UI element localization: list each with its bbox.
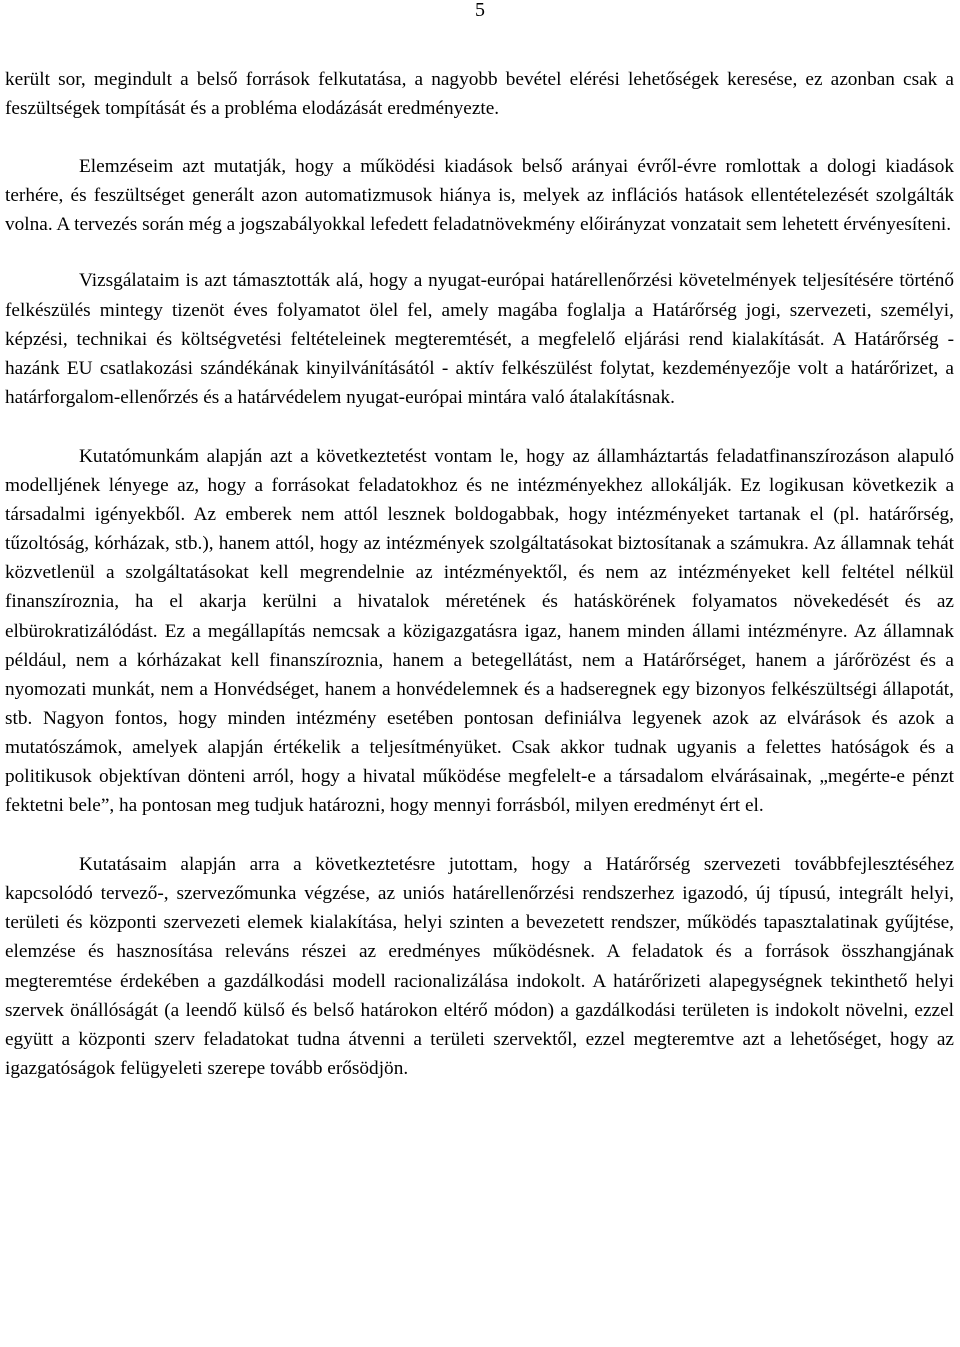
document-body <box>5 65 954 1083</box>
paragraph-research-conclusion: Kutatómunkám alapján azt a következtetést vontam le, hogy az államháztartás feladatfinanszírozáson alapuló modelljének lényege az, hogy a forrásokat feladatokhoz és ne intézményekhez allokálják. Ez logikusan következik a társadalmi igényekből. Az emberek nem attól lesznek boldogabbak, hogy intézményeket tartanak el (pl. határőrség, tűzoltóság, kórházak, stb.), hanem attól, hogy az intézmények szolgáltatásokat biztosítanak a számukra. Az államnak tehát közvetlenül a szolgáltatásokat kell megrendelnie az intézményektől, és nem az intézményeket kell feltétel nélkül finanszíroznia, ha el akarja kerülni a hivatalok méretének és hatáskörének folyamatos növekedését és az elbürokratizálódást. Ez a megállapítás nemcsak a közigazgatásra igaz, hanem minden állami intézményre. Az államnak például, nem a kórházakat kell finanszíroznia, hanem a betegellátást, nem a Határőrséget, hanem a járőrözést és a nyomozati munkát, nem a Honvédséget, hanem a honvédelemnek és a hadseregnek egy bizonyos felkészültségi állapotát, stb. Nagyon fontos, hogy minden intézmény esetében pontosan definiálva legyenek azok az elvárások és azok a mutatószámok, amelyek alapján értékelik a teljesítményüket. Csak akkor tudnak ugyanis a felettes hatóságok és a politikusok objektívan dönteni arról, hogy a hivatal működése megfelelt-e a társadalom elvárásainak, „megérte-e pénzt fektetni bele”, ha pontosan meg tudjuk határozni, hogy mennyi forrásból, milyen eredményt ért el. <box>5 445 954 817</box>
paragraph-final-conclusion: Kutatásaim alapján arra a következtetésre jutottam, hogy a Határőrség szervezeti továbbfejlesztéséhez kapcsolódó tervező-, szervezőmunka végzése, az uniós határellenőrzési rendszerhez igazodó, új típusú, integrált helyi, területi és központi szervezeti elemek kialakítása, helyi szinten a bevezetett rendszer, működés tapasztalatinak gyűjtése, elemzése és hasznosítása releváns részei az eredményes működésnek. A feladatok és a források összhangjának megteremtése érdekében a gazdálkodási modell racionalizálása indokolt. A határőrizeti alapegységnek tekinthető helyi szervek önállóságát (a leendő külső és belső határokon eltérő módon) a gazdálkodási területen is indokolt növelni, ezzel együtt a központi szerv feladatokat tudna átvenni a területi szervektől, ezzel megteremtve azt a lehetőséget, hogy az igazgatóságok felügyeleti szerepe tovább erősödjön. <box>5 854 954 1079</box>
paragraph-investigation: Vizsgálataim is azt támasztották alá, hogy a nyugat-európai határellenőrzési követelmények teljesítésére történő felkészülés mintegy tizenöt éves folyamatot ölel fel, amely magába foglalja a Határőrség jogi, szervezeti, személyi, képzési, technikai és költségvetési feltételeinek megteremtését, a megfelelő eljárási rend kialakítását. A Határőrség - hazánk EU csatlakozási szándékának kinyilvánításától - aktív felkészülést folytat, kezdeményezője volt a határőrizet, a határforgalom-ellenőrzés és a határvédelem nyugat-európai mintára való átalakításnak. <box>5 270 954 408</box>
paragraph-analysis: Elemzéseim azt mutatják, hogy a működési kiadások belső arányai évről-évre romlottak a dologi kiadások terhére, és feszültséget generált azon automatizmusok hiánya is, melyek az inflációs hatások ellentételezését szolgálták volna. A tervezés során még a jogszabályokkal lefedett feladatnövekmény előirányzat vonzatait sem lehetett érvényesíteni. <box>5 156 954 236</box>
page-number: 5 <box>475 0 485 21</box>
paragraph-continuation: került sor, megindult a belső források felkutatása, a nagyobb bevétel elérési lehetőségek keresése, ez azonban csak a feszültségek tompítását és a probléma elodázását eredményezte. <box>5 69 954 120</box>
